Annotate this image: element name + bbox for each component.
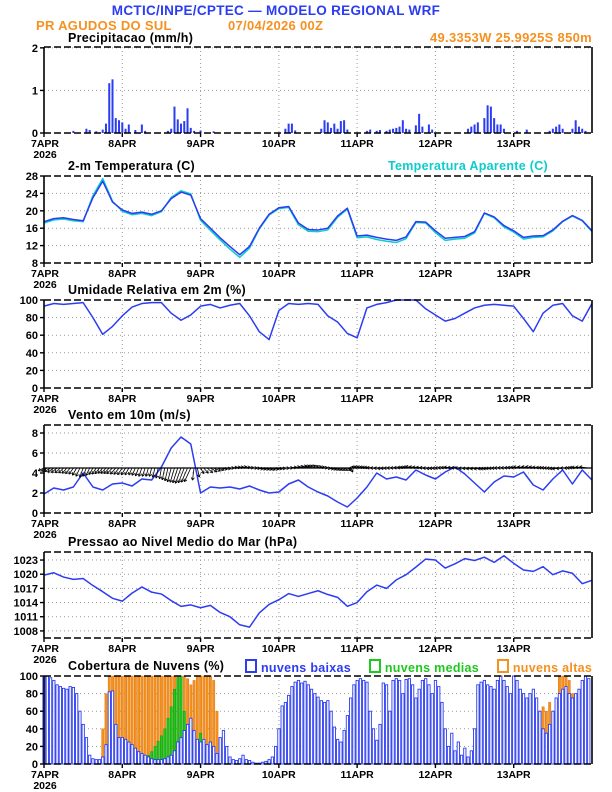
svg-text:9APR: 9APR <box>186 643 215 655</box>
panel-relative-humidity <box>20 295 592 416</box>
svg-text:20: 20 <box>25 365 38 378</box>
svg-text:0: 0 <box>31 508 38 520</box>
svg-text:20: 20 <box>25 741 38 754</box>
panel-title-apparent-temperature: Temperatura Aparente (C) <box>387 159 548 173</box>
svg-text:7APR: 7APR <box>30 643 60 655</box>
svg-text:11APR: 11APR <box>340 268 374 280</box>
low-clouds-legend-label: nuvens baixas <box>261 661 352 675</box>
svg-text:11APR: 11APR <box>340 769 374 781</box>
svg-text:28: 28 <box>25 171 38 183</box>
svg-text:40: 40 <box>25 723 38 736</box>
svg-text:20: 20 <box>25 205 38 218</box>
svg-text:8APR: 8APR <box>108 393 137 405</box>
svg-text:1017: 1017 <box>13 583 38 596</box>
svg-text:100: 100 <box>19 671 38 683</box>
svg-text:60: 60 <box>25 330 38 343</box>
panel-title-wind: Vento em 10m (m/s) <box>68 408 191 422</box>
svg-text:100: 100 <box>19 295 38 307</box>
svg-text:6: 6 <box>31 448 38 460</box>
svg-text:8APR: 8APR <box>108 268 137 280</box>
svg-text:10APR: 10APR <box>261 138 296 150</box>
svg-text:8APR: 8APR <box>108 643 137 655</box>
svg-text:11APR: 11APR <box>340 518 374 530</box>
svg-text:12APR: 12APR <box>418 643 453 655</box>
svg-text:2: 2 <box>31 42 38 55</box>
svg-text:2026: 2026 <box>33 529 57 541</box>
svg-text:13APR: 13APR <box>496 769 531 781</box>
high-clouds-legend-swatch <box>497 659 509 673</box>
svg-text:12APR: 12APR <box>418 393 453 405</box>
svg-text:7APR: 7APR <box>30 393 60 405</box>
svg-text:40: 40 <box>25 347 38 360</box>
svg-text:0: 0 <box>31 128 38 140</box>
station-coordinates: 49.3353W 25.9925S 850m <box>430 30 592 45</box>
mid-clouds-legend-swatch <box>369 659 381 673</box>
svg-text:13APR: 13APR <box>496 268 531 280</box>
svg-text:12APR: 12APR <box>418 138 453 150</box>
svg-text:13APR: 13APR <box>496 643 531 655</box>
station-name: PR AGUDOS DO SUL <box>36 18 172 33</box>
svg-text:12APR: 12APR <box>418 769 453 781</box>
svg-text:2026: 2026 <box>33 780 57 792</box>
svg-text:1: 1 <box>31 85 38 98</box>
panel-precipitation <box>31 43 592 161</box>
svg-text:7APR: 7APR <box>30 769 60 781</box>
svg-text:2026: 2026 <box>33 654 57 666</box>
svg-text:80: 80 <box>25 312 38 325</box>
svg-text:7APR: 7APR <box>30 518 60 530</box>
panel-wind-10m <box>31 425 592 541</box>
svg-text:0: 0 <box>31 759 38 771</box>
svg-text:11APR: 11APR <box>340 393 374 405</box>
panel-cloud-cover <box>20 671 592 792</box>
svg-text:13APR: 13APR <box>496 518 531 530</box>
svg-text:8: 8 <box>31 258 38 270</box>
svg-text:10APR: 10APR <box>261 518 296 530</box>
panel-title-humidity: Umidade Relativa em 2m (%) <box>68 283 246 297</box>
low-clouds-legend-swatch <box>245 659 257 673</box>
svg-text:9APR: 9APR <box>186 268 215 280</box>
svg-text:9APR: 9APR <box>186 138 215 150</box>
svg-text:1023: 1023 <box>13 555 38 568</box>
svg-text:1008: 1008 <box>13 625 38 638</box>
svg-text:13APR: 13APR <box>496 138 531 150</box>
svg-text:16: 16 <box>25 223 38 236</box>
svg-text:2: 2 <box>31 488 38 500</box>
svg-text:80: 80 <box>25 688 38 701</box>
panel-temperature <box>26 171 592 291</box>
svg-text:0: 0 <box>31 383 38 395</box>
svg-text:8APR: 8APR <box>108 138 137 150</box>
svg-text:2026: 2026 <box>33 279 57 291</box>
svg-text:10APR: 10APR <box>261 268 296 280</box>
svg-text:2026: 2026 <box>33 404 57 416</box>
svg-text:12: 12 <box>25 240 38 253</box>
panel-sea-level-pressure <box>14 552 592 666</box>
svg-text:60: 60 <box>25 706 38 719</box>
svg-text:24: 24 <box>25 188 38 201</box>
svg-text:8APR: 8APR <box>108 769 137 781</box>
svg-text:1011: 1011 <box>14 611 38 624</box>
svg-text:11APR: 11APR <box>340 643 374 655</box>
svg-text:1014: 1014 <box>13 597 38 610</box>
panel-title-temperature: 2-m Temperatura (C) <box>68 159 196 173</box>
svg-text:10APR: 10APR <box>261 769 296 781</box>
svg-text:12APR: 12APR <box>418 518 453 530</box>
page-title: MCTIC/INPE/CPTEC — MODELO REGIONAL WRF <box>111 3 441 18</box>
panel-title-precipitation: Precipitacao (mm/h) <box>68 31 194 45</box>
svg-text:8APR: 8APR <box>108 518 137 530</box>
svg-text:4: 4 <box>31 468 38 480</box>
svg-text:8: 8 <box>31 428 38 440</box>
mid-clouds-legend-label: nuvens medias <box>384 661 480 675</box>
model-run-datetime: 07/04/2026 00Z <box>228 18 324 33</box>
svg-text:1020: 1020 <box>13 569 38 582</box>
panel-title-clouds: Cobertura de Nuvens (%) <box>68 659 225 673</box>
svg-text:10APR: 10APR <box>261 643 296 655</box>
panel-title-pressure: Pressao ao Nivel Medio do Mar (hPa) <box>68 535 298 549</box>
svg-text:10APR: 10APR <box>261 393 296 405</box>
svg-text:11APR: 11APR <box>340 138 374 150</box>
svg-text:7APR: 7APR <box>30 268 60 280</box>
svg-text:2026: 2026 <box>33 149 57 161</box>
high-clouds-legend-label: nuvens altas <box>512 661 593 675</box>
svg-text:12APR: 12APR <box>418 268 453 280</box>
cloud-legend <box>245 659 592 675</box>
svg-text:9APR: 9APR <box>186 393 215 405</box>
svg-text:13APR: 13APR <box>496 393 531 405</box>
svg-text:9APR: 9APR <box>186 518 215 530</box>
svg-text:9APR: 9APR <box>186 769 215 781</box>
svg-text:7APR: 7APR <box>30 138 60 150</box>
